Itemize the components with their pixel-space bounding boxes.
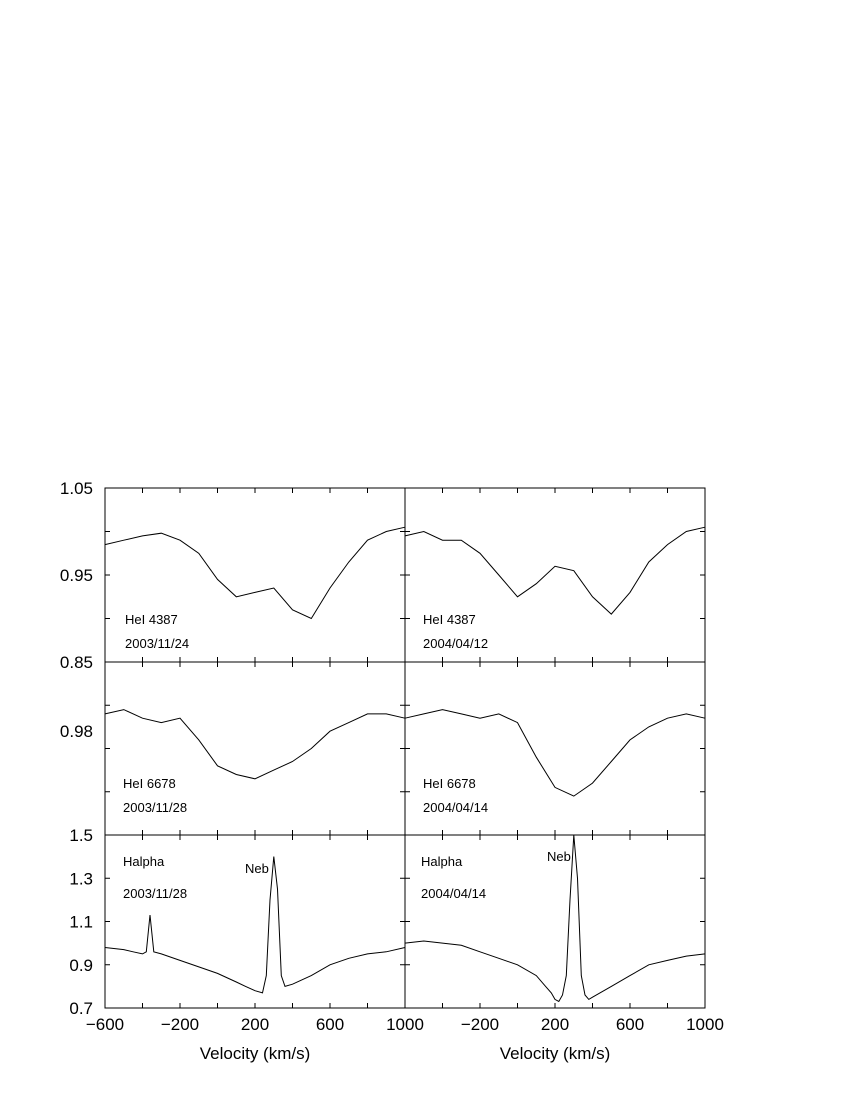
series-line-top-right	[405, 527, 705, 614]
x-axis-label: Velocity (km/s)	[199, 1044, 311, 1063]
panel-annotation: Halpha	[123, 854, 165, 869]
y-tick-label: 0.85	[59, 653, 93, 672]
panel-annotation: Neb	[245, 861, 269, 876]
panel-annotation: 2003/11/24	[125, 636, 190, 651]
x-tick-label: 200	[540, 1015, 570, 1034]
x-tick-label: −200	[160, 1015, 200, 1034]
y-tick-label: 1.1	[69, 912, 93, 932]
panel-annotation: Neb	[547, 849, 571, 864]
panel-annotation: HeI 4387	[125, 612, 178, 627]
x-tick-label: 200	[240, 1015, 270, 1034]
x-axis-label: Velocity (km/s)	[499, 1044, 611, 1063]
panel-annotation: HeI 4387	[423, 612, 476, 627]
series-line-middle-left	[105, 710, 405, 779]
y-tick-label: 1.3	[69, 869, 93, 889]
x-tick-label: 600	[615, 1015, 645, 1034]
panel-annotation: HeI 6678	[423, 776, 476, 791]
y-tick-label: 1.5	[69, 826, 93, 845]
x-tick-label: 1000	[686, 1015, 724, 1034]
panel-annotation: Halpha	[421, 854, 463, 869]
series-line-bottom-left	[105, 857, 405, 993]
panel-annotation: 2003/11/28	[123, 800, 188, 815]
x-tick-label: 600	[315, 1015, 345, 1034]
y-tick-label: 0.95	[59, 566, 93, 585]
y-tick-label: 0.9	[69, 955, 93, 975]
y-tick-label: 0.7	[69, 999, 93, 1018]
panel-annotation: 2003/11/28	[123, 886, 188, 901]
y-tick-label: 0.98	[59, 722, 93, 742]
panel-annotation: HeI 6678	[123, 776, 176, 791]
x-tick-label: −200	[460, 1015, 500, 1034]
series-line-top-left	[105, 527, 405, 618]
x-tick-label: 1000	[386, 1015, 424, 1034]
panel-annotation: 2004/04/12	[423, 636, 489, 651]
x-tick-label: −600	[85, 1015, 125, 1034]
panel-annotation: 2004/04/14	[423, 800, 489, 815]
panel-annotation: 2004/04/14	[421, 886, 487, 901]
y-tick-label: 1.05	[59, 479, 93, 498]
